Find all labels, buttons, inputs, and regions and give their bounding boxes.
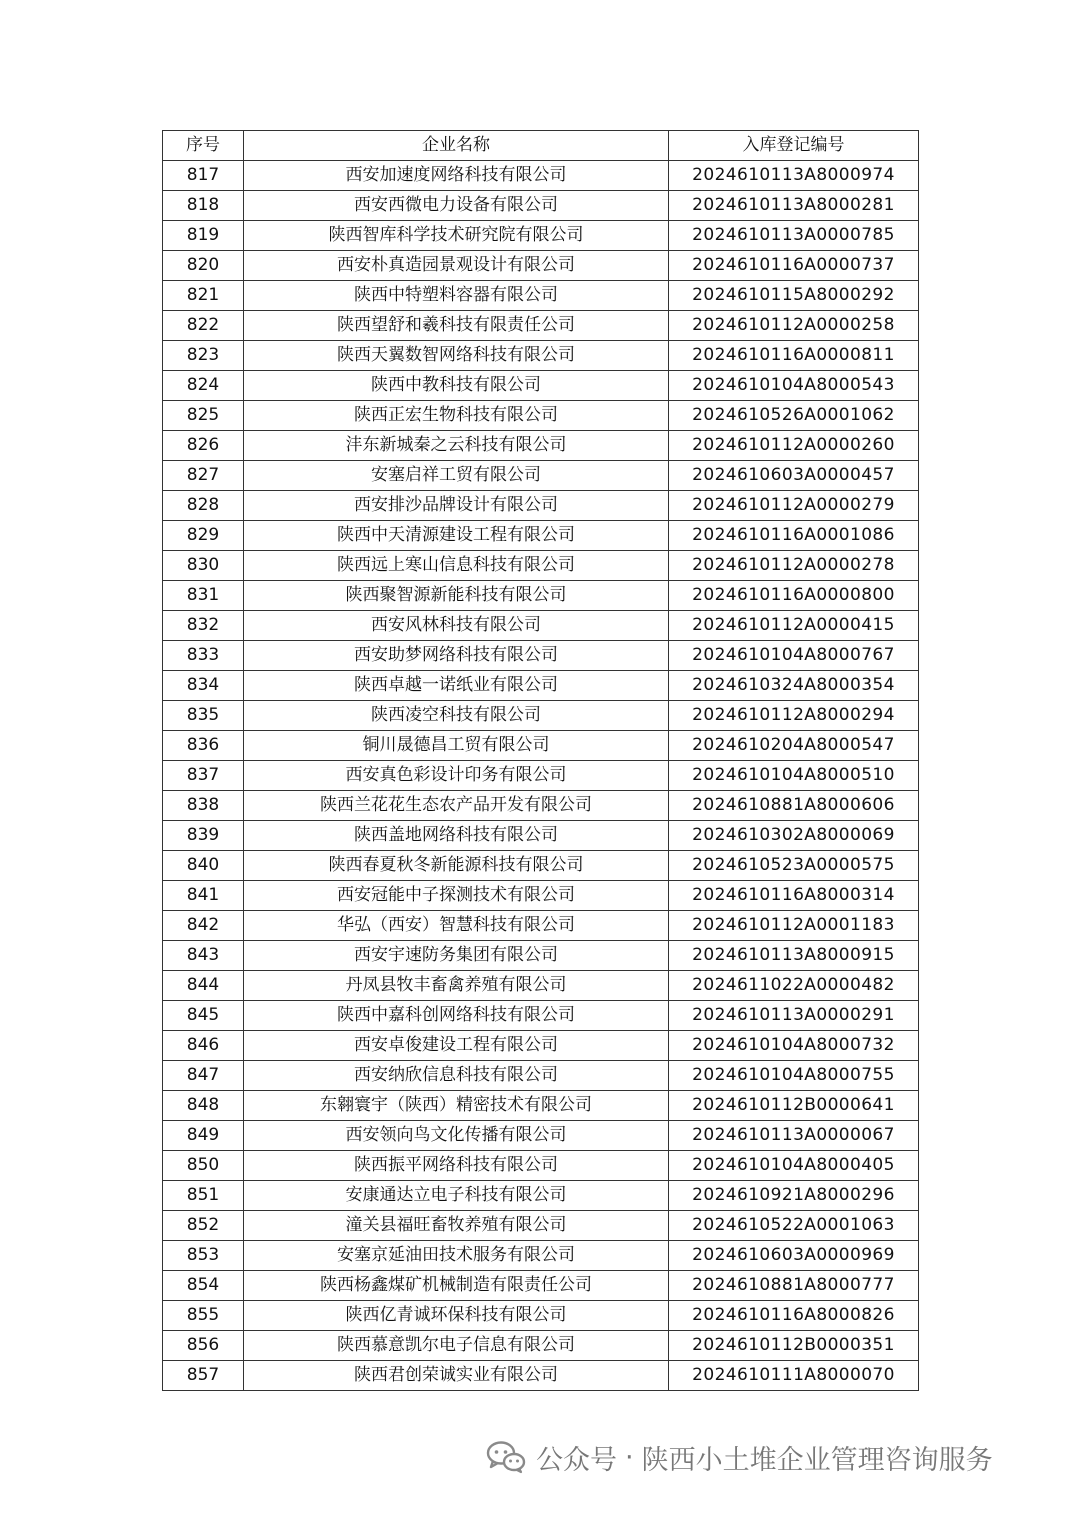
row-serial-number: 850 [163,1151,244,1181]
row-registration-number: 2024610112A0000258 [669,311,919,341]
row-company-name: 西安朴真造园景观设计有限公司 [244,251,669,281]
table-row [163,941,919,971]
row-company-name: 西安纳欣信息科技有限公司 [244,1061,669,1091]
row-registration-number: 2024610112A0000279 [669,491,919,521]
header-registration-number: 入库登记编号 [669,131,919,161]
row-company-name: 陕西正宏生物科技有限公司 [244,401,669,431]
row-company-name: 陕西中特塑料容器有限公司 [244,281,669,311]
row-serial-number: 838 [163,791,244,821]
row-company-name: 西安加速度网络科技有限公司 [244,161,669,191]
row-serial-number: 835 [163,701,244,731]
row-registration-number: 2024610112A0001183 [669,911,919,941]
table-row [163,161,919,191]
row-serial-number: 829 [163,521,244,551]
row-registration-number: 2024610204A8000547 [669,731,919,761]
table-row [163,191,919,221]
row-serial-number: 830 [163,551,244,581]
row-serial-number: 821 [163,281,244,311]
row-company-name: 陕西中嘉科创网络科技有限公司 [244,1001,669,1031]
row-company-name: 华弘（西安）智慧科技有限公司 [244,911,669,941]
row-company-name: 西安真色彩设计印务有限公司 [244,761,669,791]
row-company-name: 陕西振平网络科技有限公司 [244,1151,669,1181]
table-row [163,731,919,761]
row-company-name: 西安宇速防务集团有限公司 [244,941,669,971]
row-serial-number: 854 [163,1271,244,1301]
row-registration-number: 2024610324A8000354 [669,671,919,701]
row-serial-number: 849 [163,1121,244,1151]
table-row [163,371,919,401]
row-registration-number: 2024610112B0000641 [669,1091,919,1121]
row-serial-number: 848 [163,1091,244,1121]
row-registration-number: 2024610603A0000969 [669,1241,919,1271]
row-company-name: 陕西凌空科技有限公司 [244,701,669,731]
row-company-name: 东翱寰宇（陕西）精密技术有限公司 [244,1091,669,1121]
row-serial-number: 823 [163,341,244,371]
row-registration-number: 2024610104A8000732 [669,1031,919,1061]
row-registration-number: 2024610113A8000915 [669,941,919,971]
row-registration-number: 2024610116A0000811 [669,341,919,371]
row-serial-number: 817 [163,161,244,191]
table-row [163,761,919,791]
row-registration-number: 2024610113A8000281 [669,191,919,221]
header-company-name: 企业名称 [244,131,669,161]
row-serial-number: 845 [163,1001,244,1031]
row-company-name: 西安助梦网络科技有限公司 [244,641,669,671]
table-row [163,281,919,311]
table-row [163,1271,919,1301]
row-serial-number: 826 [163,431,244,461]
row-serial-number: 855 [163,1301,244,1331]
row-company-name: 陕西卓越一诺纸业有限公司 [244,671,669,701]
row-serial-number: 832 [163,611,244,641]
row-company-name: 陕西中天清源建设工程有限公司 [244,521,669,551]
table-row [163,461,919,491]
table-row [163,251,919,281]
table-row [163,1301,919,1331]
enterprise-registry-table [162,130,919,1391]
row-company-name: 西安卓俊建设工程有限公司 [244,1031,669,1061]
row-serial-number: 842 [163,911,244,941]
row-company-name: 陕西天翼数智网络科技有限公司 [244,341,669,371]
row-company-name: 陕西聚智源新能科技有限公司 [244,581,669,611]
row-registration-number: 2024610302A8000069 [669,821,919,851]
row-company-name: 陕西望舒和羲科技有限责任公司 [244,311,669,341]
row-registration-number: 2024610104A8000405 [669,1151,919,1181]
row-company-name: 陕西杨鑫煤矿机械制造有限责任公司 [244,1271,669,1301]
row-serial-number: 857 [163,1361,244,1391]
table-row [163,581,919,611]
row-registration-number: 2024610115A8000292 [669,281,919,311]
wechat-icon [486,1440,526,1474]
table-row [163,551,919,581]
footer-separator: · [625,1441,634,1473]
row-serial-number: 828 [163,491,244,521]
table-row [163,641,919,671]
row-company-name: 丹凤县牧丰畜禽养殖有限公司 [244,971,669,1001]
table-row [163,491,919,521]
table-row [163,341,919,371]
row-registration-number: 2024610112A8000294 [669,701,919,731]
row-registration-number: 2024610112B0000351 [669,1331,919,1361]
row-registration-number: 2024610881A8000777 [669,1271,919,1301]
row-serial-number: 856 [163,1331,244,1361]
row-serial-number: 846 [163,1031,244,1061]
row-company-name: 西安排沙品牌设计有限公司 [244,491,669,521]
table-row [163,1151,919,1181]
row-serial-number: 827 [163,461,244,491]
row-company-name: 沣东新城秦之云科技有限公司 [244,431,669,461]
row-serial-number: 843 [163,941,244,971]
footer-prefix: 公众号 [536,1444,617,1476]
row-serial-number: 841 [163,881,244,911]
row-serial-number: 824 [163,371,244,401]
table-row [163,401,919,431]
table-row [163,1181,919,1211]
row-serial-number: 818 [163,191,244,221]
row-registration-number: 2024610116A8000314 [669,881,919,911]
table-row [163,881,919,911]
row-registration-number: 2024610113A0000785 [669,221,919,251]
row-serial-number: 819 [163,221,244,251]
row-company-name: 潼关县福旺畜牧养殖有限公司 [244,1211,669,1241]
watermark-footer [486,1434,993,1480]
row-registration-number: 2024610113A8000974 [669,161,919,191]
row-registration-number: 2024610111A8000070 [669,1361,919,1391]
row-serial-number: 820 [163,251,244,281]
table-row [163,1031,919,1061]
row-serial-number: 831 [163,581,244,611]
table-header-row [163,131,919,161]
table-row [163,1241,919,1271]
row-registration-number: 2024610522A0001063 [669,1211,919,1241]
row-company-name: 西安风林科技有限公司 [244,611,669,641]
row-company-name: 陕西慕意凯尔电子信息有限公司 [244,1331,669,1361]
row-registration-number: 2024610113A0000291 [669,1001,919,1031]
table-row [163,521,919,551]
row-serial-number: 851 [163,1181,244,1211]
row-company-name: 铜川晟德昌工贸有限公司 [244,731,669,761]
table-row [163,1001,919,1031]
table-row [163,611,919,641]
row-company-name: 西安冠能中子探测技术有限公司 [244,881,669,911]
row-company-name: 陕西中教科技有限公司 [244,371,669,401]
table-row [163,911,919,941]
table-row [163,1121,919,1151]
row-registration-number: 2024610116A0001086 [669,521,919,551]
table-row [163,1211,919,1241]
row-company-name: 安塞京延油田技术服务有限公司 [244,1241,669,1271]
footer-account-name: 陕西小土堆企业管理咨询服务 [641,1444,993,1476]
row-serial-number: 822 [163,311,244,341]
row-registration-number: 2024610881A8000606 [669,791,919,821]
table-row [163,851,919,881]
row-company-name: 西安西微电力设备有限公司 [244,191,669,221]
row-company-name: 陕西兰花花生态农产品开发有限公司 [244,791,669,821]
header-serial-number: 序号 [163,131,244,161]
row-serial-number: 834 [163,671,244,701]
table-row [163,791,919,821]
table-row [163,221,919,251]
row-company-name: 陕西盖地网络科技有限公司 [244,821,669,851]
table-row [163,1061,919,1091]
row-company-name: 陕西远上寒山信息科技有限公司 [244,551,669,581]
row-company-name: 陕西智库科学技术研究院有限公司 [244,221,669,251]
row-registration-number: 2024610526A0001062 [669,401,919,431]
row-registration-number: 2024610921A8000296 [669,1181,919,1211]
row-registration-number: 2024610116A0000737 [669,251,919,281]
row-registration-number: 2024610112A0000278 [669,551,919,581]
row-registration-number: 2024610112A0000415 [669,611,919,641]
row-serial-number: 836 [163,731,244,761]
table-body [163,161,919,1391]
row-serial-number: 853 [163,1241,244,1271]
row-serial-number: 840 [163,851,244,881]
row-registration-number: 2024610113A0000067 [669,1121,919,1151]
table-row [163,701,919,731]
row-registration-number: 2024610104A8000543 [669,371,919,401]
row-serial-number: 844 [163,971,244,1001]
row-serial-number: 839 [163,821,244,851]
row-serial-number: 847 [163,1061,244,1091]
row-registration-number: 2024610104A8000767 [669,641,919,671]
row-registration-number: 2024610116A8000826 [669,1301,919,1331]
table-row [163,431,919,461]
row-registration-number: 2024610104A8000755 [669,1061,919,1091]
row-company-name: 安塞启祥工贸有限公司 [244,461,669,491]
row-registration-number: 2024611022A0000482 [669,971,919,1001]
table-row [163,1331,919,1361]
row-registration-number: 2024610112A0000260 [669,431,919,461]
row-company-name: 陕西亿青诚环保科技有限公司 [244,1301,669,1331]
table-row [163,671,919,701]
row-serial-number: 825 [163,401,244,431]
row-serial-number: 833 [163,641,244,671]
row-serial-number: 852 [163,1211,244,1241]
row-registration-number: 2024610116A0000800 [669,581,919,611]
table-row [163,971,919,1001]
row-company-name: 陕西春夏秋冬新能源科技有限公司 [244,851,669,881]
row-serial-number: 837 [163,761,244,791]
row-registration-number: 2024610603A0000457 [669,461,919,491]
table-row [163,1091,919,1121]
row-registration-number: 2024610104A8000510 [669,761,919,791]
row-company-name: 陕西君创荣诚实业有限公司 [244,1361,669,1391]
row-registration-number: 2024610523A0000575 [669,851,919,881]
table-row [163,821,919,851]
row-company-name: 西安领向鸟文化传播有限公司 [244,1121,669,1151]
table-row [163,311,919,341]
table-row [163,1361,919,1391]
row-company-name: 安康通达立电子科技有限公司 [244,1181,669,1211]
